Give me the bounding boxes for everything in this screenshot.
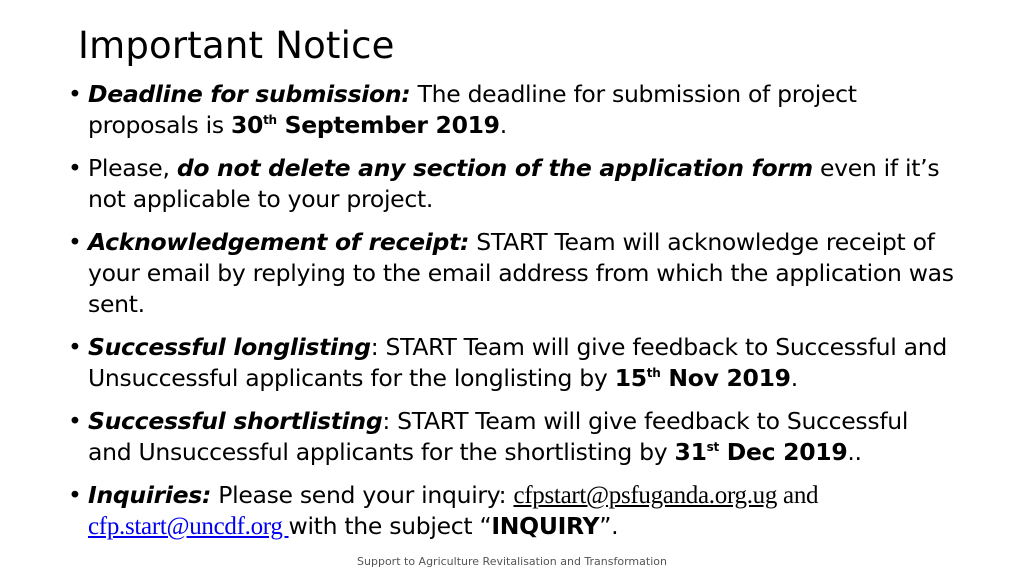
list-item-inquiries xyxy=(68,480,958,542)
longlisting-day-suffix: th xyxy=(646,366,661,380)
longlisting-label: Successful longlisting xyxy=(88,333,371,361)
bullet-icon: • xyxy=(68,481,82,509)
please-text-rest: even if it’s not applicable to your project. xyxy=(88,154,940,213)
longlisting-text: : START Team will give feedback to Successful and Unsuccessful applicants for the longlisting by xyxy=(88,333,947,392)
shortlisting-day-suffix: st xyxy=(706,440,719,454)
please-emphasis: do not delete any section of the application form xyxy=(176,154,813,182)
inquiries-subject: INQUIRY xyxy=(491,512,600,540)
bullet-icon: • xyxy=(68,407,82,435)
list-item-please xyxy=(68,153,958,215)
bullet-icon: • xyxy=(68,80,82,108)
footer-text: Support to Agriculture Revitalisation and Transformation xyxy=(357,555,667,568)
email-link-uncdf[interactable]: cfp.start@uncdf.org xyxy=(88,513,289,540)
shortlisting-date: Dec 2019 xyxy=(718,438,848,466)
inquiries-and: and xyxy=(777,482,819,509)
please-text: Please, xyxy=(88,154,177,182)
shortlisting-text: : START Team will give feedback to Successful and Unsuccessful applicants for the shortlisting by xyxy=(88,407,909,466)
list-item-acknowledgement xyxy=(68,227,958,320)
page-title: Important Notice xyxy=(78,24,395,67)
longlisting-end: . xyxy=(790,364,798,392)
shortlisting-day: 31 xyxy=(674,438,707,466)
list-item-deadline xyxy=(68,79,958,141)
inquiries-end: ”. xyxy=(599,512,619,540)
email-link-psfuganda[interactable]: cfpstart@psfuganda.org.ug xyxy=(513,482,778,509)
shortlisting-label: Successful shortlisting xyxy=(88,407,383,435)
list-item-longlisting xyxy=(68,332,958,394)
inquiries-text: Please send your inquiry: xyxy=(211,481,514,509)
deadline-date: September 2019 xyxy=(276,111,500,139)
list-item-shortlisting xyxy=(68,406,958,468)
deadline-day-suffix: th xyxy=(263,113,277,127)
deadline-text: The deadline for submission of project proposals is xyxy=(88,80,857,139)
bullet-icon: • xyxy=(68,154,82,182)
longlisting-day: 15 xyxy=(614,364,647,392)
deadline-day: 30 xyxy=(230,111,264,139)
deadline-end: . xyxy=(499,111,507,139)
bullet-icon: • xyxy=(68,228,82,256)
ack-label: Acknowledgement of receipt: xyxy=(88,228,470,256)
inquiries-subject-text: with the subject “ xyxy=(288,512,492,540)
notice-list xyxy=(68,79,958,554)
bullet-icon: • xyxy=(68,333,82,361)
ack-text: START Team will acknowledge receipt of your email by replying to the email address from which the application was sent. xyxy=(88,228,954,318)
inquiries-label: Inquiries: xyxy=(88,481,212,509)
deadline-label: Deadline for submission: xyxy=(88,80,411,108)
longlisting-date: Nov 2019 xyxy=(660,364,791,392)
shortlisting-end: .. xyxy=(847,438,862,466)
